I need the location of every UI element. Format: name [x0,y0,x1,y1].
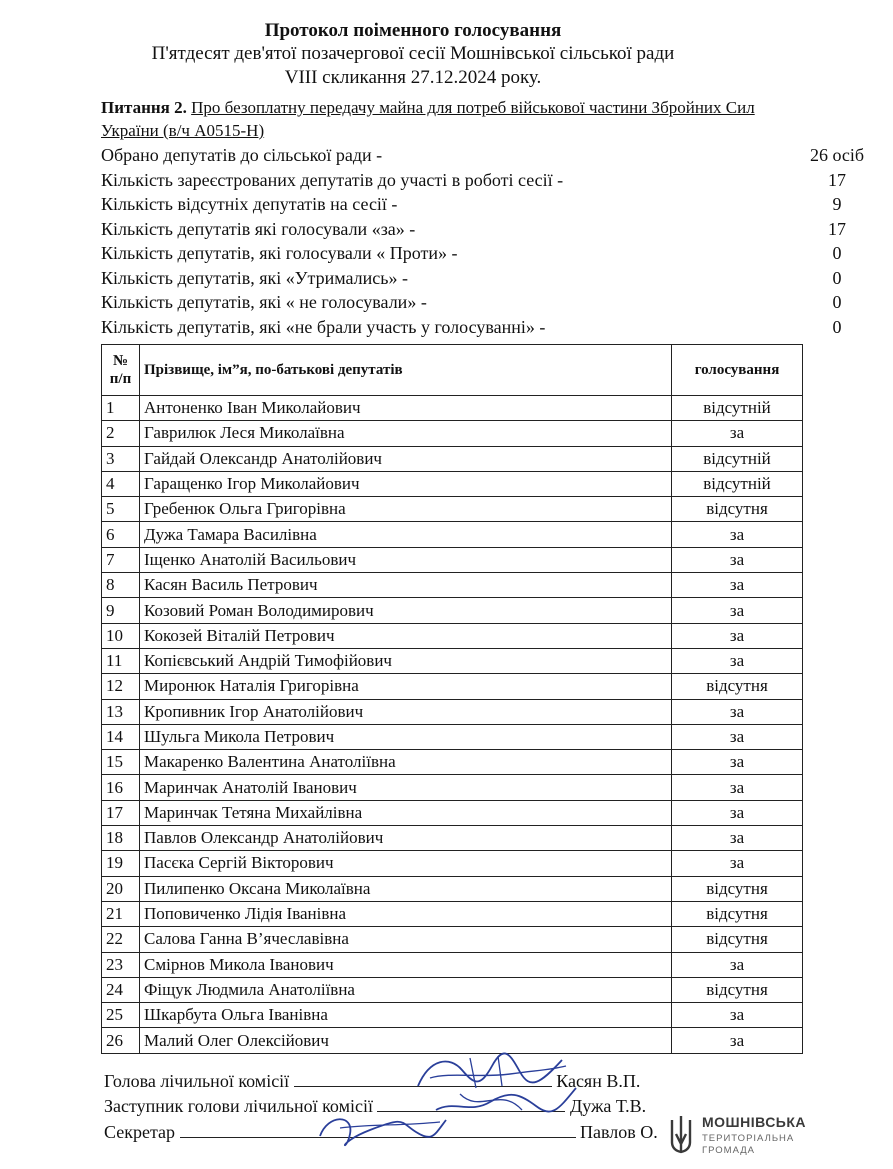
stat-label: Кількість депутатів, які «не брали участь у голосуванні» - [101,316,546,337]
deputy-name: Шкарбута Ольга Іванівна [140,1003,672,1028]
row-number: 3 [102,446,140,471]
stat-row [101,145,865,170]
vote-result: за [672,623,803,648]
table-row [102,674,803,699]
row-number: 10 [102,623,140,648]
vote-result: за [672,547,803,572]
vote-result: за [672,775,803,800]
deputy-name: Миронюк Наталія Григорівна [140,674,672,699]
stat-row [101,169,846,195]
vote-result: за [672,724,803,749]
deputy-name: Копієвський Андрій Тимофійович [140,648,672,673]
chair-name: Касян В.П. [556,1071,641,1091]
stat-label: Кількість депутатів які голосували «за» - [101,218,416,239]
vote-result: за [672,826,803,851]
question-text: Про безоплатну передачу майна для потреб військової частини Збройних Сил України (в/ч А0515-Н) [101,98,755,140]
vote-result: за [672,699,803,724]
vote-result: за [672,522,803,547]
stat-row [101,194,842,219]
vote-result: відсутній [672,396,803,421]
row-number: 4 [102,471,140,496]
row-number: 16 [102,775,140,800]
table-row [102,826,803,851]
table-row [102,851,803,876]
table-row [102,396,803,421]
stat-row [101,316,842,342]
table-row [102,623,803,648]
row-number: 8 [102,573,140,598]
deputy-name: Поповиченко Лідія Іванівна [140,901,672,926]
deputy-name: Салова Ганна В’ячеславівна [140,927,672,952]
community-logo [666,1112,816,1162]
vote-result: відсутня [672,674,803,699]
header-vote: голосування [672,345,803,396]
deputy-label: Заступник голови лічильної комісії [104,1096,373,1116]
table-row [102,547,803,572]
trident-icon [666,1114,696,1158]
header-number: № п/п [102,345,140,396]
stat-row [101,243,842,268]
stat-label: Кількість депутатів, які « не голосували» - [101,292,427,312]
deputy-name: Гребенюк Ольга Григорівна [140,497,672,522]
table-row [102,522,803,547]
chair-label: Голова лічильної комісії [104,1071,290,1091]
deputy-name: Смірнов Микола Іванович [140,952,672,977]
row-number: 9 [102,598,140,623]
table-row [102,1003,803,1028]
stat-label: Кількість зареєстрованих депутатів до участі в роботі сесії - [101,169,564,190]
secretary-label: Секретар [104,1122,176,1142]
stat-row [101,292,842,317]
table-row [102,573,803,598]
vote-result: відсутній [672,446,803,471]
agenda-question [101,96,806,142]
table-row [102,876,803,901]
row-number: 13 [102,699,140,724]
deputy-name: Гаращенко Ігор Миколайович [140,471,672,496]
table-row [102,497,803,522]
table-row [102,471,803,496]
deputy-name: Кокозей Віталій Петрович [140,623,672,648]
deputy-name: Дужа Т.В. [569,1096,647,1116]
vote-result: відсутня [672,927,803,952]
stat-row [101,218,846,244]
vote-result: за [672,421,803,446]
secretary-name: Павлов О. [580,1122,658,1142]
row-number: 21 [102,901,140,926]
table-header-row [102,345,803,396]
table-row [102,648,803,673]
vote-result: відсутня [672,497,803,522]
deputy-name: Шульга Микола Петрович [140,724,672,749]
table-row [102,775,803,800]
vote-result: відсутня [672,977,803,1002]
table-row [102,800,803,825]
document-title: Протокол поіменного голосування [264,20,562,41]
stat-value: 0 [832,267,842,288]
stat-row [101,267,842,293]
stat-value: 0 [832,316,842,337]
roll-call-table [101,344,803,1054]
stat-value: 17 [828,218,846,239]
row-number: 18 [102,826,140,851]
row-number: 17 [102,800,140,825]
stat-value: 0 [832,243,842,263]
session-subtitle: П'ятдесят дев'ятої позачергової сесії Мошнівської сільської ради [151,43,675,64]
vote-statistics [101,145,865,341]
vote-result: за [672,952,803,977]
vote-result: за [672,1003,803,1028]
row-number: 20 [102,876,140,901]
deputy-name: Макаренко Валентина Анатоліївна [140,750,672,775]
row-number: 14 [102,724,140,749]
row-number: 11 [102,648,140,673]
logo-subtitle: ТЕРИТОРІАЛЬНА [702,1133,795,1144]
table-row [102,598,803,623]
table-row [102,750,803,775]
deputy-name: Гайдай Олександр Анатолійович [140,446,672,471]
question-label: Питання 2. [101,98,187,117]
row-number: 23 [102,952,140,977]
header-deputy-name: Прізвище, ім”я, по-батькові депутатів [140,345,672,396]
vote-result: відсутня [672,901,803,926]
deputy-name: Дужа Тамара Василівна [140,522,672,547]
stat-label: Кількість депутатів, які голосували « Проти» - [101,243,458,263]
deputy-name: Козовий Роман Володимирович [140,598,672,623]
vote-result: за [672,1028,803,1053]
stat-value: 0 [832,292,842,312]
row-number: 5 [102,497,140,522]
vote-result: за [672,800,803,825]
deputy-name: Кропивник Ігор Анатолійович [140,699,672,724]
deputy-name: Малий Олег Олексійович [140,1028,672,1053]
vote-result: за [672,851,803,876]
stat-value: 26 осіб [809,145,865,165]
stat-label: Обрано депутатів до сільської ради - [101,145,383,165]
table-row [102,724,803,749]
deputy-name: Касян Василь Петрович [140,573,672,598]
vote-result: за [672,750,803,775]
table-row [102,901,803,926]
row-number: 2 [102,421,140,446]
session-date: VIII скликання 27.12.2024 року. [284,67,542,88]
table-row [102,952,803,977]
vote-result: за [672,598,803,623]
deputy-name: Павлов Олександр Анатолійович [140,826,672,851]
logo-subtitle: ГРОМАДА [702,1145,755,1156]
row-number: 26 [102,1028,140,1053]
vote-result: за [672,573,803,598]
deputy-name: Маринчак Тетяна Михайлівна [140,800,672,825]
deputy-signature [430,1080,580,1120]
deputy-name: Іщенко Анатолій Васильович [140,547,672,572]
stat-label: Кількість відсутніх депутатів на сесії - [101,194,398,214]
vote-result: відсутній [672,471,803,496]
row-number: 1 [102,396,140,421]
row-number: 19 [102,851,140,876]
deputy-name: Гаврилюк Леся Миколаївна [140,421,672,446]
deputy-name: Пилипенко Оксана Миколаївна [140,876,672,901]
table-row [102,699,803,724]
logo-title: МОШНІВСЬКА [702,1114,807,1130]
stat-value: 17 [828,169,846,190]
table-row [102,927,803,952]
table-row [102,421,803,446]
row-number: 24 [102,977,140,1002]
deputy-name: Пасєка Сергій Вікторович [140,851,672,876]
row-number: 7 [102,547,140,572]
vote-result: за [672,648,803,673]
row-number: 12 [102,674,140,699]
row-number: 15 [102,750,140,775]
table-row [102,977,803,1002]
row-number: 25 [102,1003,140,1028]
vote-result: відсутня [672,876,803,901]
deputy-name: Маринчак Анатолій Іванович [140,775,672,800]
stat-value: 9 [832,194,842,214]
stat-label: Кількість депутатів, які «Утримались» - [101,267,408,288]
row-number: 6 [102,522,140,547]
deputy-name: Антоненко Іван Миколайович [140,396,672,421]
table-row [102,446,803,471]
deputy-name: Фіщук Людмила Анатоліївна [140,977,672,1002]
row-number: 22 [102,927,140,952]
secretary-signature [310,1108,450,1148]
